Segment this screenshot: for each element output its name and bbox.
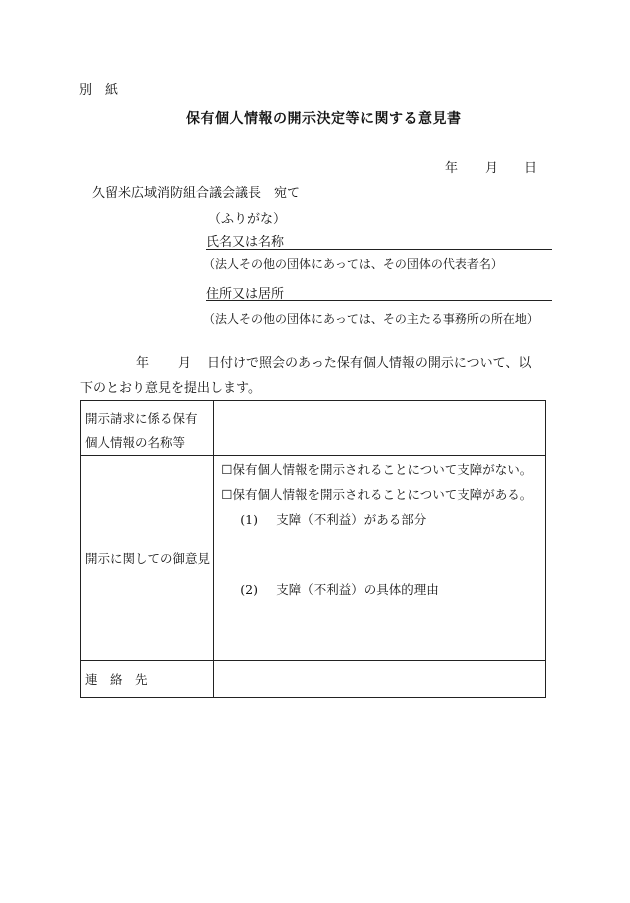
contact-field[interactable] (214, 661, 546, 698)
furigana-label: （ふりがな） (208, 212, 287, 227)
body-line2: 下のとおり意見を提出します。 (80, 381, 261, 396)
sub-item-1-num: (1) (240, 512, 258, 527)
table-row (81, 661, 546, 698)
name-note: （法人その他の団体にあっては、その団体の代表者名） (203, 257, 503, 271)
opinion-label: 開示に関しての御意見 (81, 456, 214, 661)
opinion-table (80, 400, 546, 698)
opinion-field[interactable] (214, 456, 546, 661)
name-underline (206, 249, 552, 250)
sub-item-1 (214, 512, 545, 528)
table-row (81, 456, 546, 661)
sub-item-2 (214, 582, 545, 598)
sub-item-2-text: 支障（不利益）の具体的理由 (276, 582, 439, 597)
sub-item-1-text: 支障（不利益）がある部分 (276, 512, 427, 527)
date-day-label: 日 (524, 161, 538, 176)
date-month-label: 月 (485, 161, 499, 176)
attachment-label: 別 紙 (79, 83, 119, 98)
address-label: 住所又は居所 (206, 287, 285, 302)
request-info-label: 開示請求に係る保有個人情報の名称等 (85, 411, 198, 450)
date-year-label: 年 (445, 161, 459, 176)
addressee: 久留米広域消防組合議会議長 宛て (92, 186, 301, 201)
address-underline (206, 300, 552, 301)
body-year: 年 (136, 356, 150, 371)
body-line1: 日付けで照会のあった保有個人情報の開示について、以 (207, 356, 532, 371)
address-note: （法人その他の団体にあっては、その主たる事務所の所在地） (203, 312, 539, 326)
table-row (81, 401, 546, 456)
contact-label: 連 絡 先 (81, 661, 214, 698)
name-label: 氏名又は名称 (206, 235, 285, 250)
option-no-issue[interactable]: ☐保有個人情報を開示されることについて支障がない。 (221, 462, 533, 477)
request-info-field[interactable] (214, 401, 546, 456)
row-label-request-info (81, 401, 214, 456)
body-month: 月 (178, 356, 192, 371)
option-issue[interactable]: ☐保有個人情報を開示されることについて支障がある。 (221, 487, 533, 502)
document-title: 保有個人情報の開示決定等に関する意見書 (186, 111, 462, 127)
sub-item-2-num: (2) (240, 582, 258, 597)
